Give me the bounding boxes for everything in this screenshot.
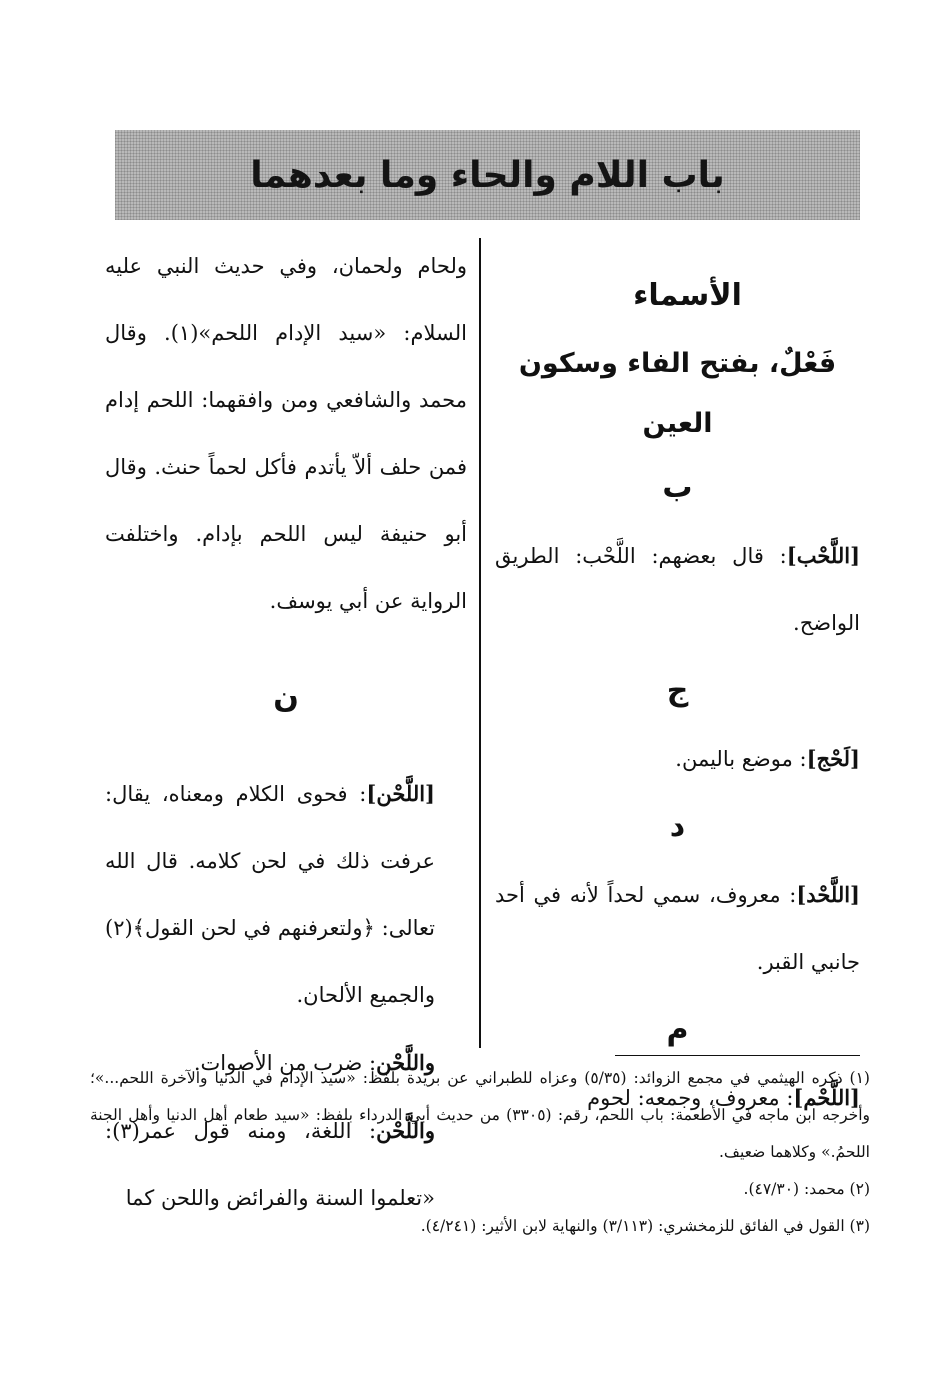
entry-text: : ضرب من الأصوات. (193, 1051, 377, 1075)
footnotes (90, 1060, 870, 1245)
letter-heading-nun: ن (273, 680, 299, 715)
entry-lahd (495, 861, 860, 996)
entry-text: : اللغة، ومنه قول عمر(٣): «تعلموا السنة والفرائض واللحن كما (105, 1119, 435, 1210)
entry-term: واللَّحْن (376, 1118, 435, 1143)
letter-heading-dal: د (669, 809, 686, 844)
footnote-3: (٣) القول في الفائق للزمخشري: (٣/١١٣) والنهاية لابن الأثير: (٤/٢٤١). (420, 1217, 870, 1235)
entry-lahj (495, 725, 860, 793)
entry-term: [اللَّحْب] (786, 543, 860, 568)
footnote-2: (٢) محمد: (٤٧/٣٠). (743, 1180, 870, 1198)
entry-text: : معروف، سمي لحداً لأنه في أحد جانبي القبر. (495, 883, 860, 974)
continuation-paragraph: ولحام ولحمان، وفي حديث النبي عليه السلام: «سيد الإدام اللحم»(١). وقال محمد والشافعي ومن وافقهما: اللحم إدام فمن حلف ألاّ يأتدم فأكل لحماً حنث. وقال أبو حنيفة ليس اللحم بإدام. واختلفت الرواية عن أبي يوسف. (105, 254, 467, 613)
right-column (495, 258, 860, 1132)
entry-term: [اللَّحْن] (366, 781, 435, 806)
footnote-separator (615, 1055, 860, 1056)
section-heading: الأسماء (633, 278, 742, 313)
letter-heading-ba: ب (662, 470, 693, 505)
footnote-1: (١) ذكره الهيثمي في مجمع الزوائد: (٥/٣٥) وعزاه للطبراني عن بريدة بلفظ: «سيد الإدام في الدنيا والآخرة اللحم...»؛ وأخرجه ابن ماجه في الأطعمة: باب اللحم، رقم: (٣٣٠٥) من حديث أبي الدرداء بلفظ: «سيد طعام أهل الدنيا وأهل الجنة اللحمُ.» وكلاهما ضعيف. (90, 1069, 870, 1161)
column-divider (479, 238, 481, 1048)
entry-term: واللَّحْن (376, 1050, 435, 1075)
entry-lahn-1 (105, 760, 467, 1029)
entry-text: : معروف، وجمعه: لحوم (587, 1086, 794, 1110)
entry-text: : موضع باليمن. (675, 747, 807, 771)
chapter-title: باب اللام والحاء وما بعدهما (250, 154, 725, 196)
entry-term: [لَحْج] (806, 746, 860, 771)
entry-lahb (495, 522, 860, 657)
section-subheading: فَعْلٌ، بفتح الفاء وسكون العين (518, 348, 837, 439)
entry-text: : قال بعضهم: اللَّحْب: الطريق الواضح. (495, 544, 860, 635)
entry-term: [اللَّحْم] (793, 1085, 860, 1110)
letter-heading-jim: ج (666, 673, 689, 708)
entry-term: [اللَّحْد] (796, 882, 860, 907)
chapter-banner (115, 130, 860, 220)
letter-heading-mim: م (666, 1012, 689, 1047)
entry-text: : فحوى الكلام ومعناه، يقال: عرفت ذلك في لحن كلامه. قال الله تعالى: ﴿ولتعرفنهم في لحن القول﴾(٢) والجميع الألحان. (105, 782, 435, 1007)
